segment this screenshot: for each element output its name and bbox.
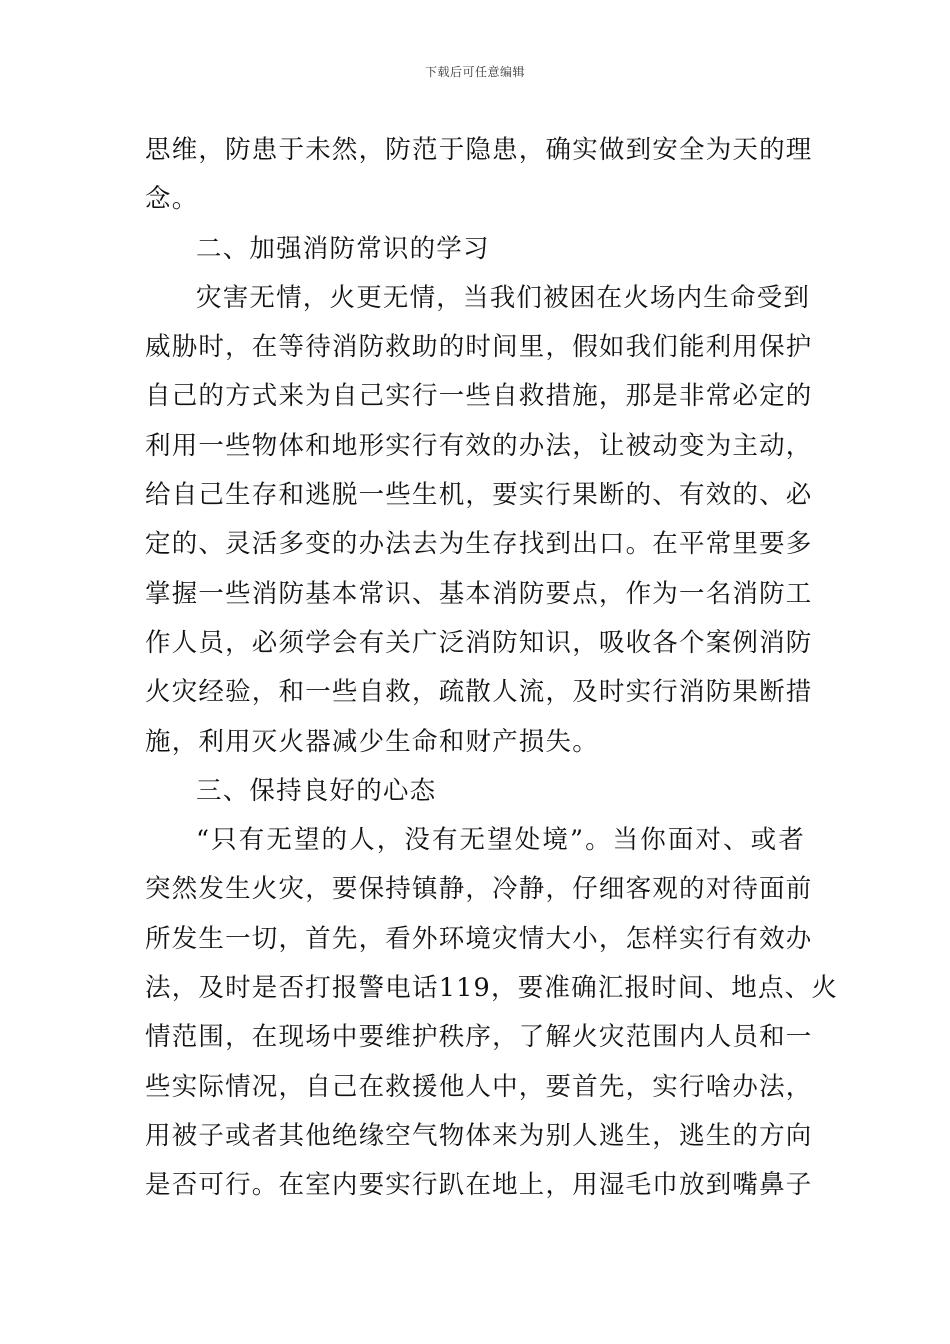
text-line: 念。 [145, 184, 199, 215]
text-line: 掌握一些消防基本常识、基本消防要点，作为一名消防工 [145, 578, 813, 609]
text-line: 情范围，在现场中要维护秩序，了解火灾范围内人员和一 [145, 1022, 813, 1053]
text-line: 思维，防患于未然，防范于隐患，确实做到安全为天的理 [145, 135, 813, 165]
text-line: “只有无望的人，没有无望处境”。当你面对、或者 [196, 825, 805, 856]
text-line: 自己的方式来为自己实行一些自救措施，那是非常必定的 [145, 381, 813, 412]
text-line: 火灾经验，和一些自救，疏散人流，及时实行消防果断措 [145, 677, 813, 708]
text-line: 些实际情况，自己在救援他人中，要首先，实行啥办法， [145, 1071, 813, 1102]
text-line: 灾害无情，火更无情，当我们被困在火场内生命受到 [196, 282, 811, 313]
text-line: 利用一些物体和地形实行有效的办法，让被动变为主动， [145, 430, 813, 461]
text-line: 定的、灵活多变的办法去为生存找到出口。在平常里要多 [145, 529, 813, 560]
text-line: 威胁时，在等待消防救助的时间里，假如我们能利用保护 [145, 332, 813, 363]
text-line: 是否可行。在室内要实行趴在地上，用湿毛巾放到嘴鼻子 [145, 1170, 813, 1201]
section-heading: 二、加强消防常识的学习 [196, 233, 490, 264]
text-line: 法，及时是否打报警电话119，要准确汇报时间、地点、火 [145, 973, 839, 1004]
text-line: 作人员，必须学会有关广泛消防知识，吸收各个案例消防 [145, 627, 813, 658]
text-line: 给自己生存和逃脱一些生机，要实行果断的、有效的、必 [145, 480, 813, 511]
document-body [145, 126, 839, 1211]
text-line: 施，利用灭火器减少生命和财产损失。 [145, 726, 599, 757]
text-line: 所发生一切，首先，看外环境灾情大小，怎样实行有效办 [145, 923, 813, 954]
section-heading: 三、保持良好的心态 [196, 775, 437, 806]
page-header-caption: 下载后可任意编辑 [424, 65, 525, 79]
text-line: 用被子或者其他绝缘空气物体来为别人逃生，逃生的方向 [145, 1120, 813, 1151]
text-line: 突然发生火灾，要保持镇静，冷静，仔细客观的对待面前 [145, 874, 813, 905]
